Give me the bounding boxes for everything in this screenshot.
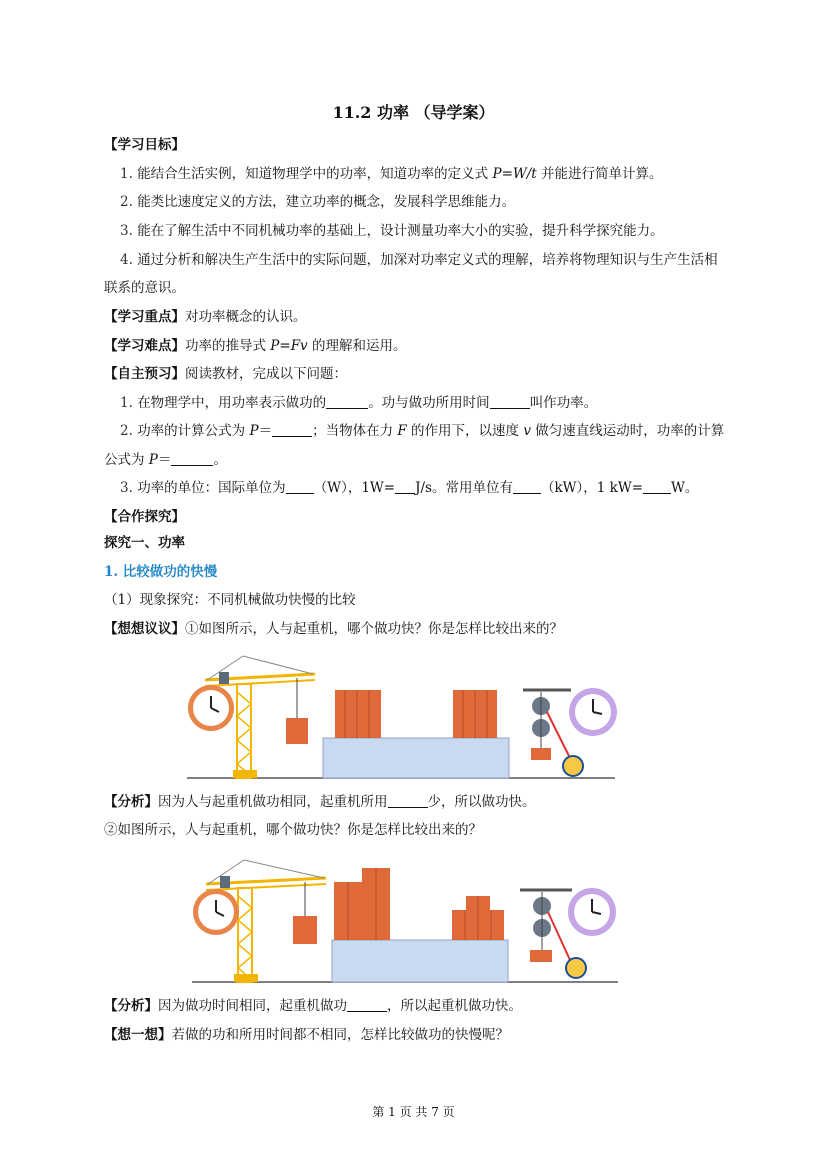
clock-icon (193, 889, 239, 935)
question-2: ②如图所示，人与起重机，哪个做功快？你是怎样比较出来的？ (104, 822, 482, 838)
clock-icon (188, 685, 234, 731)
question-text: 做匀速直线运动时，功率的计算 (530, 423, 725, 439)
question-text: W。 (671, 480, 699, 496)
section-heading: 1. 比较做功的快慢 (104, 564, 218, 580)
objective-text: 通过分析和解决生产生活中的实际问题，加深对功率定义式的理解，培养将物理知识与生产生活相 (137, 252, 718, 268)
answer-blank[interactable] (513, 479, 541, 494)
clock-icon (569, 688, 617, 736)
objective-number: 4. (120, 252, 133, 268)
brick-stack-person (452, 896, 504, 940)
question-text: 在物理学中，用功率表示做功的 (137, 395, 327, 411)
platform (332, 940, 508, 982)
think-text: 若做的功和所用时间都不相同，怎样比较做功的快慢呢？ (171, 1027, 509, 1043)
formula: F (397, 423, 407, 439)
phenomenon-text: （1）现象探究：不同机械做功快慢的比较 (104, 592, 356, 608)
analysis-text: 因为人与起重机做功相同，起重机所用 (158, 794, 388, 810)
preview-text: 阅读教材，完成以下问题： (185, 366, 347, 382)
answer-blank[interactable] (272, 422, 312, 437)
difficulty-text: 的理解和运用。 (307, 338, 407, 354)
preview-question-1 (120, 393, 597, 413)
analysis-text: 因为做功时间相同，起重机做功 (158, 998, 347, 1014)
objective-4 (120, 250, 718, 270)
brick-stack-person (453, 690, 497, 738)
objective-4-continued: 联系的意识。 (104, 280, 185, 296)
brick-stack-crane (334, 868, 390, 940)
question-number: 2. (120, 423, 133, 439)
explore-heading: 【合作探究】 (104, 509, 185, 525)
think-prompt-1 (104, 619, 563, 639)
key-point-text: 对功率概念的认识。 (185, 309, 307, 325)
question-text: 叫作功率。 (529, 395, 598, 411)
formula: P=Fv (270, 338, 308, 354)
objective-text: 能结合生活实例，知道物理学中的功率，知道功率的定义式 (137, 166, 493, 182)
objectives-heading: 【学习目标】 (104, 137, 185, 153)
objective-number: 2. (120, 194, 133, 210)
objective-text: 能在了解生活中不同机械功率的基础上，设计测量功率大小的实验，提升科学探究能力。 (137, 223, 664, 239)
formula: P=W/t (492, 166, 537, 182)
formula: P (249, 423, 259, 439)
analysis-2 (104, 996, 522, 1016)
objective-number: 1. (120, 166, 133, 182)
question-text: （W），1W= (313, 480, 396, 496)
question-text: 。 (213, 452, 227, 468)
question-text: 。功与做功所用时间 (368, 395, 490, 411)
answer-blank[interactable] (395, 479, 415, 494)
key-point (104, 307, 307, 327)
clock-icon (568, 888, 616, 936)
question-text: 功率的计算公式为 (137, 423, 250, 439)
think-prompt-2 (104, 1025, 509, 1045)
preview-question-2-continued (104, 450, 227, 470)
question-text: J/s。常用单位有 (415, 480, 513, 496)
preview-label: 【自主预习】 (104, 366, 185, 382)
page-footer: 第 1 页 共 7 页 (372, 1105, 455, 1119)
preview-question-2 (120, 421, 724, 441)
objective-2 (120, 192, 515, 212)
answer-blank[interactable] (490, 394, 530, 409)
page-title: 11.2 功率 （导学案） (332, 103, 495, 122)
question-text: ；当物体在力 (312, 423, 398, 439)
answer-blank[interactable] (388, 793, 428, 808)
difficulty (104, 336, 406, 356)
think-text: ①如图所示，人与起重机，哪个做功快？你是怎样比较出来的？ (185, 621, 563, 637)
think-label: 【想想议议】 (104, 621, 185, 637)
analysis-label: 【分析】 (104, 998, 158, 1014)
key-point-label: 【学习重点】 (104, 309, 185, 325)
preview-question-3 (120, 478, 698, 498)
figure-crane-vs-person-1 (185, 652, 625, 782)
answer-blank[interactable] (286, 479, 314, 494)
answer-blank[interactable] (171, 451, 213, 466)
analysis-label: 【分析】 (104, 794, 158, 810)
preview-heading (104, 364, 347, 384)
figure-crane-vs-person-2 (190, 856, 625, 986)
answer-blank[interactable] (643, 479, 671, 494)
objective-text: 并能进行简单计算。 (536, 166, 663, 182)
question-text: 公式为 (104, 452, 149, 468)
think-label: 【想一想】 (104, 1027, 172, 1043)
objective-number: 3. (120, 223, 133, 239)
platform (323, 738, 509, 778)
difficulty-label: 【学习难点】 (104, 338, 185, 354)
brick-stack-crane (335, 690, 381, 738)
question-text: ＝ (157, 452, 172, 468)
formula: v (523, 423, 531, 439)
objective-3 (120, 221, 664, 241)
analysis-1 (104, 792, 536, 812)
analysis-text: 少，所以做功快。 (427, 794, 536, 810)
answer-blank[interactable] (326, 394, 368, 409)
formula: P (148, 452, 158, 468)
question-text: ＝ (258, 423, 273, 439)
objective-1 (120, 164, 663, 184)
objective-text: 能类比速度定义的方法，建立功率的概念，发展科学思维能力。 (137, 194, 516, 210)
question-text: 功率的单位：国际单位为 (137, 480, 286, 496)
explore-subheading: 探究一、功率 (104, 535, 185, 551)
question-text: （kW），1 kW= (540, 480, 644, 496)
question-number: 1. (120, 395, 133, 411)
answer-blank[interactable] (347, 997, 387, 1012)
analysis-text: ，所以起重机做功快。 (387, 998, 522, 1014)
difficulty-text: 功率的推导式 (185, 338, 271, 354)
question-number: 3. (120, 480, 133, 496)
question-text: 的作用下，以速度 (406, 423, 524, 439)
